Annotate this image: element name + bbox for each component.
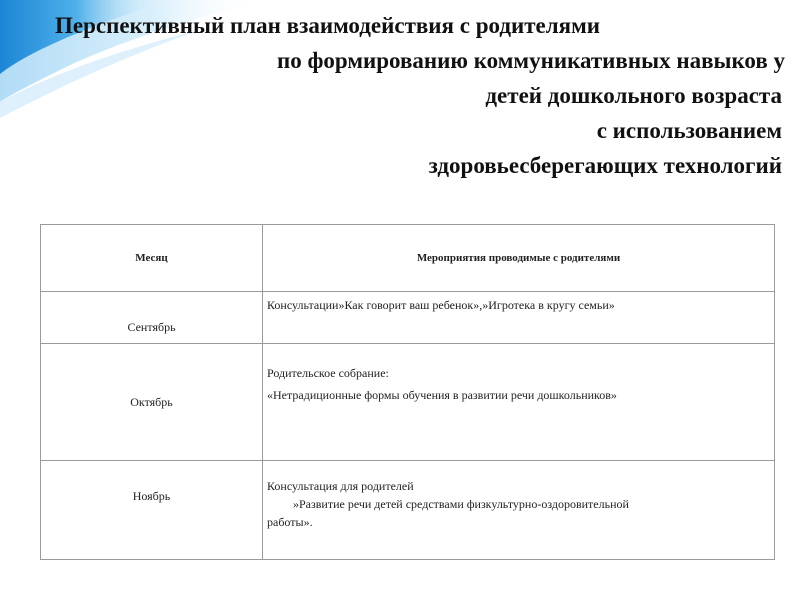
table-row [41, 292, 775, 344]
events-cell [263, 292, 775, 344]
header-month: Месяц [41, 225, 263, 292]
events-text: работы». [267, 515, 313, 529]
title-line-2: по формированию коммуникативных навыков у [276, 48, 785, 73]
events-text: Консультации»Как говорит ваш ребенок»,»Игротека в кругу семьи» [267, 298, 615, 312]
table-row [41, 344, 775, 461]
title-line-4: с использованием [596, 118, 782, 143]
table-row [41, 461, 775, 560]
events-cell [263, 461, 775, 560]
title-line-3: детей дошкольного возраста [485, 83, 782, 108]
table-header-row [41, 225, 775, 292]
month-cell: Ноябрь [41, 461, 263, 560]
events-text: Родительское собрание: [267, 366, 389, 380]
events-text: «Нетрадиционные формы обучения в развитии речи дошкольников» [267, 388, 617, 402]
plan-table [40, 224, 775, 560]
events-cell [263, 344, 775, 461]
title-line-5: здоровьесберегающих технологий [428, 153, 782, 178]
page-title [10, 8, 788, 183]
events-text: Консультация для родителей [267, 479, 414, 493]
header-events: Мероприятия проводимые с родителями [263, 225, 775, 292]
events-text: »Развитие речи детей средствами физкультурно-оздоровительной [293, 497, 629, 511]
month-cell: Октябрь [41, 344, 263, 461]
title-line-1: Перспективный план взаимодействия с родителями [55, 13, 600, 38]
events-text-block [267, 495, 770, 513]
month-cell: Сентябрь [41, 292, 263, 344]
